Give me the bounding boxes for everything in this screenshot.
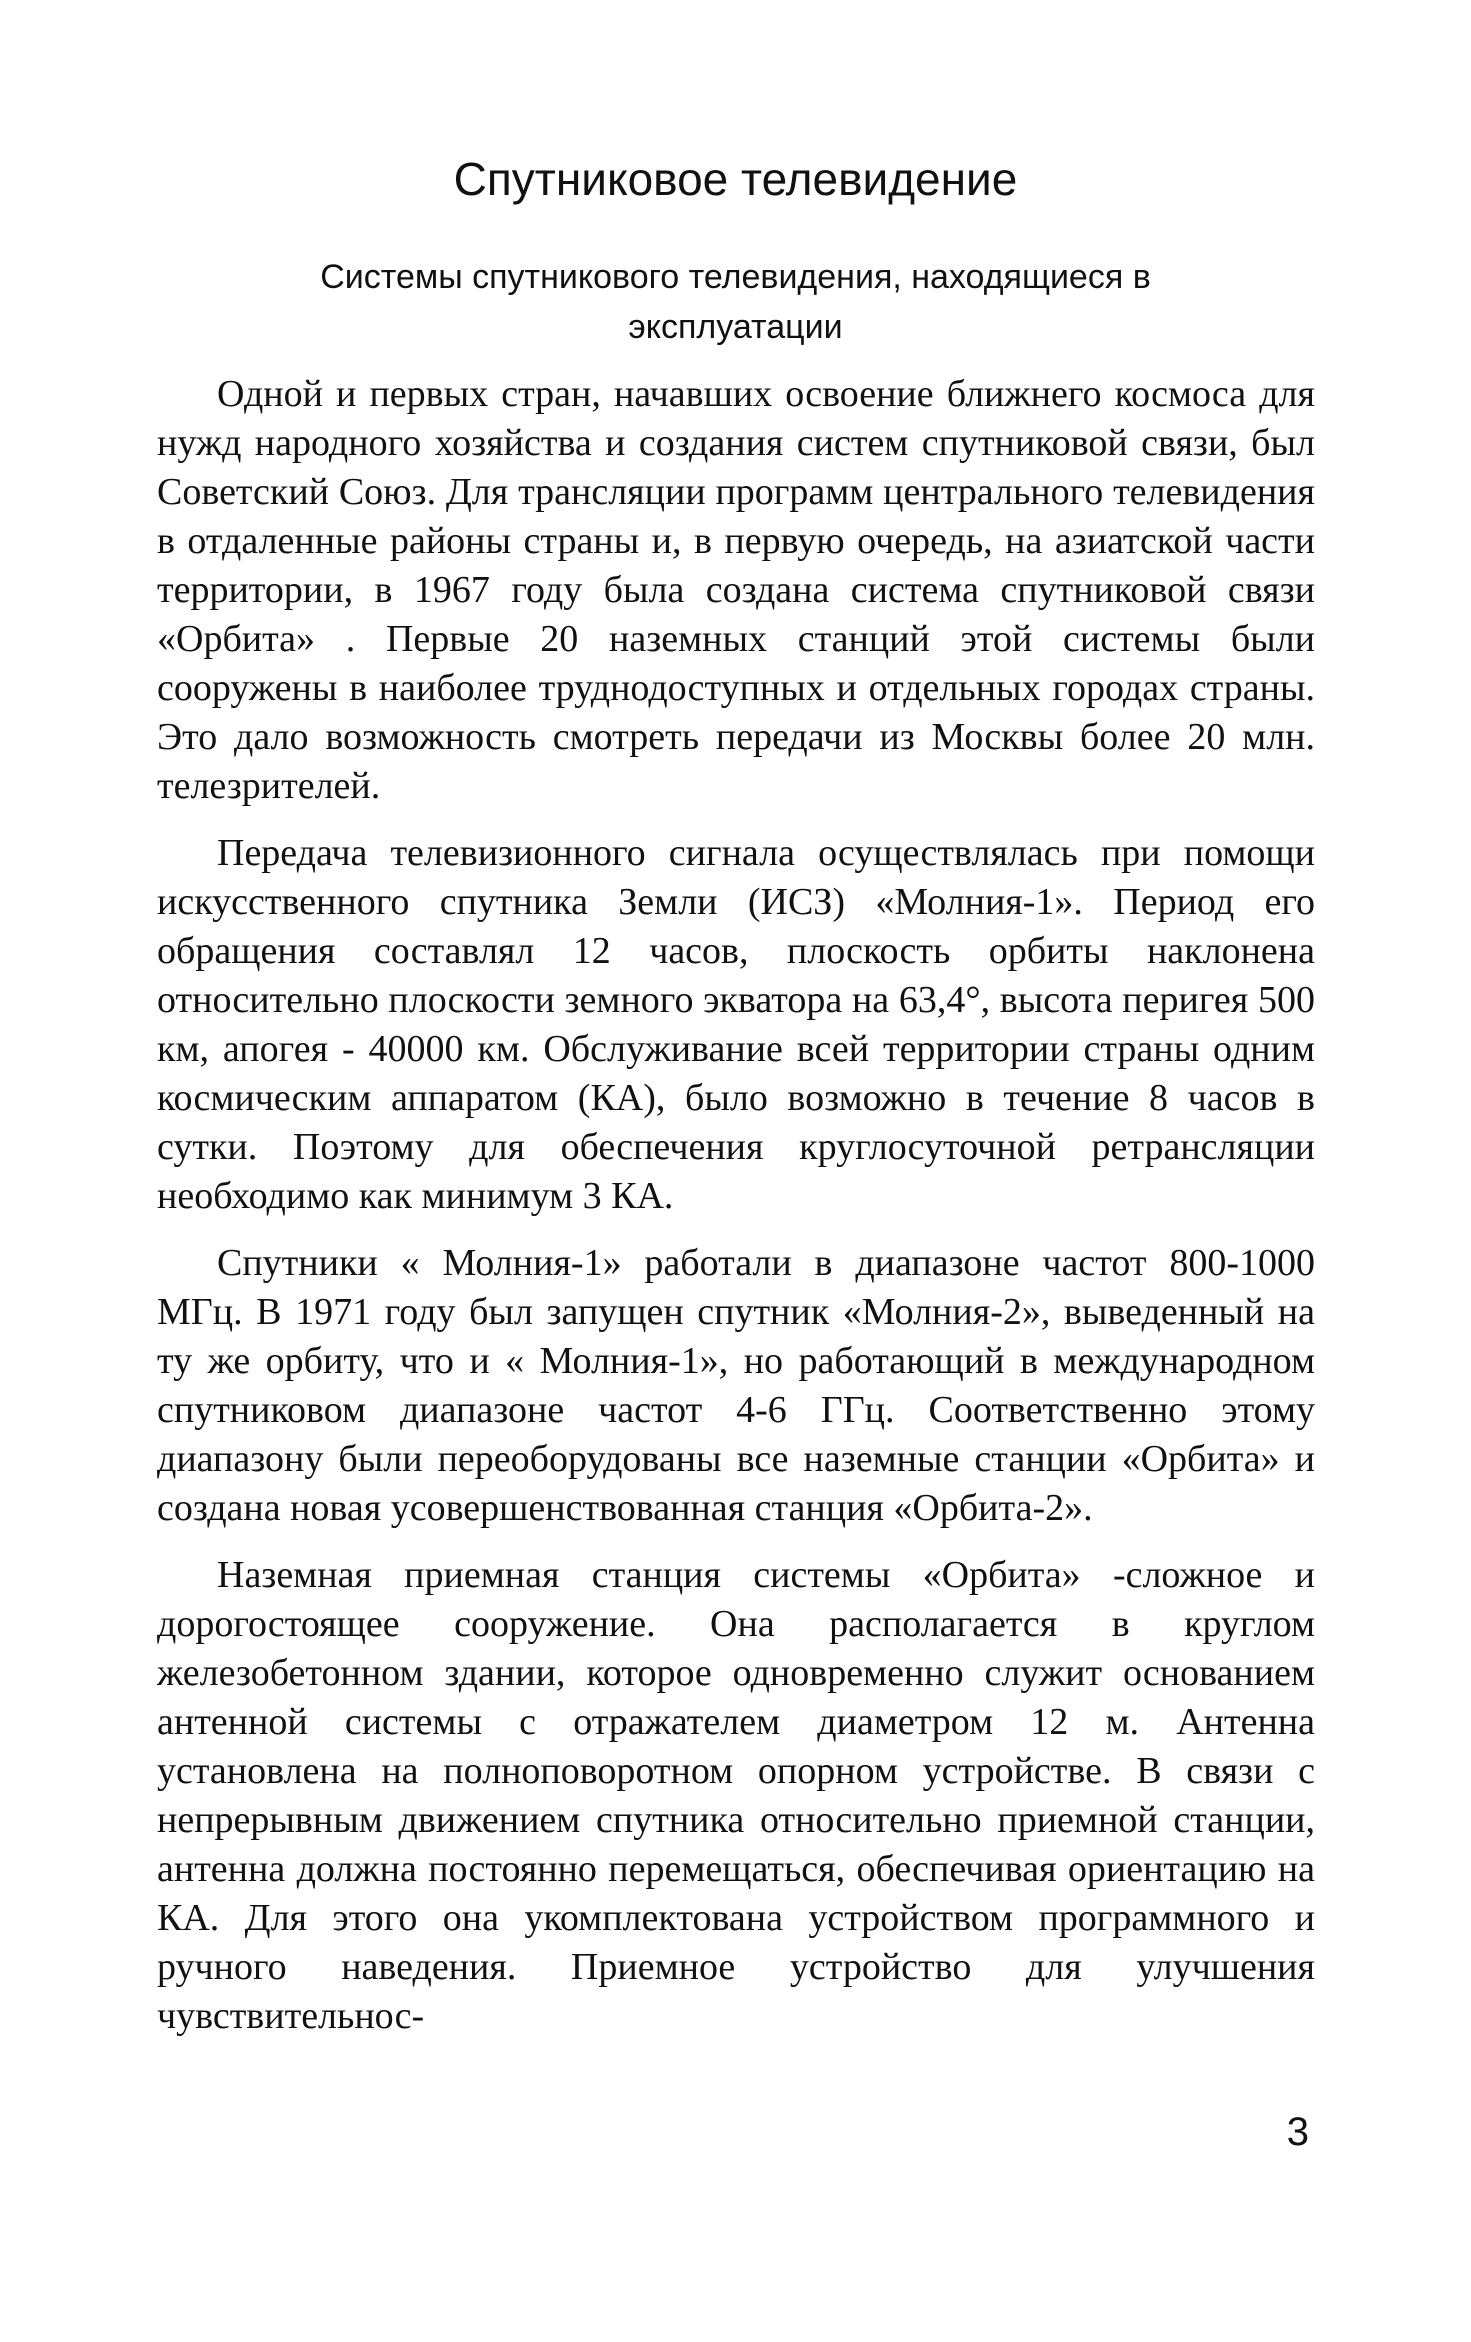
section-title: Системы спутникового телевидения, находящиеся в эксплуатации: [320, 258, 1151, 346]
page-number: 3: [1286, 2110, 1309, 2154]
paragraph: Одной и первых стран, начавших освоение ближнего космоса для нужд народного хозяйства и создания систем спутниковой связи, был Советский Союз. Для трансляции программ центрального телевидения в отдаленные районы страны и, в первую очередь, на азиатской части территории, в 1967 году была создана система спутниковой связи «Орбита» . Первые 20 наземных станций этой системы были сооружены в наиболее труднодоступных и отдельных городах страны. Это дало возможность смотреть передачи из Москвы более 20 млн. телезрителей.: [157, 373, 1315, 807]
chapter-title: Спутниковое телевидение: [453, 153, 1018, 205]
paragraph: Наземная приемная станция системы «Орбита» -сложное и дорогостоящее сооружение. Она располагается в круглом железобетонном здании, которое одновременно служит основанием антенной системы с отражателем диаметром 12 м. Антенна установлена на полноповоротном опорном устройстве. В связи с непрерывным движением спутника относительно приемной станции, антенна должна постоянно перемещаться, обеспечивая ориентацию на КА. Для этого она укомплектована устройством программного и ручного наведения. Приемное устройство для улучшения чувствительнос-: [157, 1554, 1315, 2037]
paragraph: Спутники « Молния-1» работали в диапазоне частот 800-1000 МГц. В 1971 году был запущен спутник «Молния-2», выведенный на ту же орбиту, что и « Молния-1», но работающий в международном спутниковом диапазоне частот 4-6 ГГц. Соответственно этому диапазону были переоборудованы все наземные станции «Орбита» и создана новая усовершенствованная станция «Орбита-2».: [157, 1242, 1315, 1529]
body-text: [157, 370, 1315, 2059]
paragraph: Передача телевизионного сигнала осуществлялась при помощи искусственного спутника Земли (ИСЗ) «Молния-1». Период его обращения составлял 12 часов, плоскость орбиты наклонена относительно плоскости земного экватора на 63,4°, высота перигея 500 км, апогея - 40000 км. Обслуживание всей территории страны одним космическим аппаратом (КА), было возможно в течение 8 часов в сутки. Поэтому для обеспечения круглосуточной ретрансляции необходимо как минимум 3 КА.: [157, 832, 1315, 1217]
